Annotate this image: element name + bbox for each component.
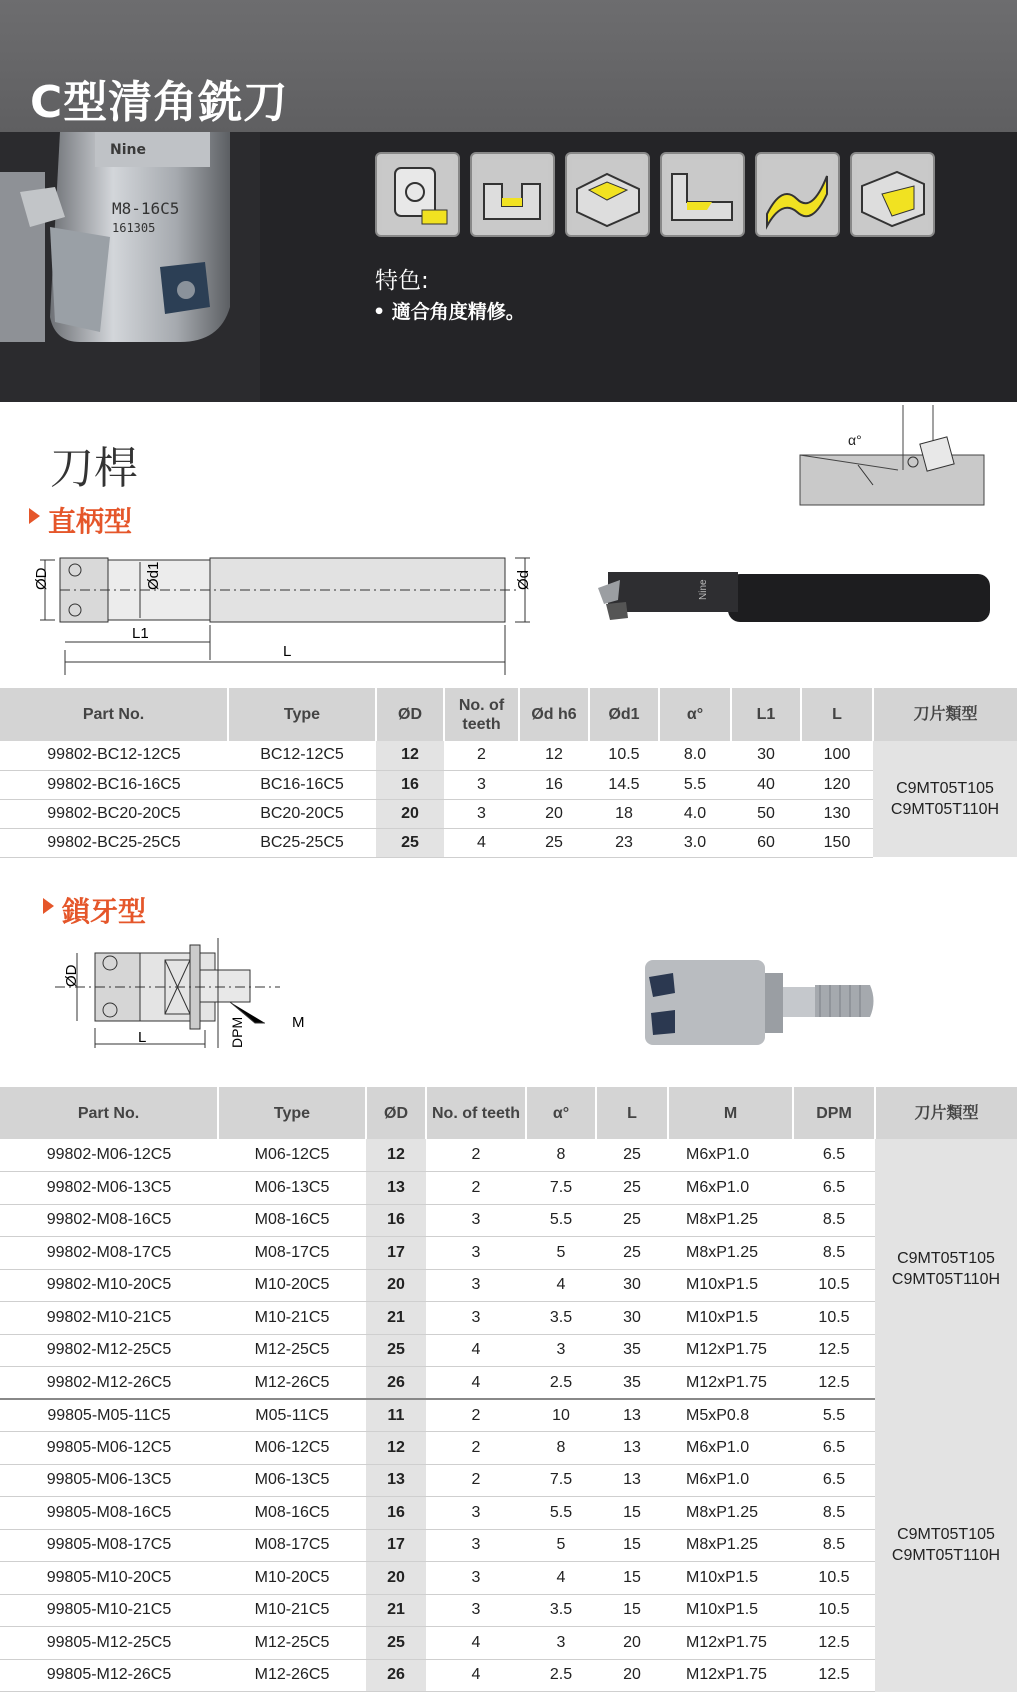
table-cell: 3.5: [526, 1302, 596, 1335]
table-cell: 20: [376, 799, 444, 828]
table-cell: 99802-BC20-20C5: [0, 799, 228, 828]
table-cell: 21: [366, 1302, 426, 1335]
table-cell: M10-20C5: [218, 1269, 366, 1302]
table-cell: 3.0: [659, 828, 731, 857]
table-cell: BC25-25C5: [228, 828, 376, 857]
table-cell: M6xP1.0: [668, 1139, 793, 1172]
table-row: [0, 1497, 1017, 1530]
table-cell: 20: [596, 1659, 668, 1692]
table-cell: 10: [526, 1399, 596, 1432]
cutter-photo: [0, 132, 260, 402]
table-cell: BC12-12C5: [228, 741, 376, 770]
table-cell: 25: [366, 1334, 426, 1367]
table-cell: 99802-BC25-25C5: [0, 828, 228, 857]
table-cell: 25: [596, 1204, 668, 1237]
table-cell: 13: [596, 1399, 668, 1432]
table-cell: 10.5: [793, 1594, 875, 1627]
angle-diagram: [798, 400, 988, 510]
table-cell: 99805-M08-17C5: [0, 1529, 218, 1562]
table-row: [0, 1139, 1017, 1172]
table-cell: M8xP1.25: [668, 1237, 793, 1270]
insert-type-2: C9MT05T110H: [891, 1547, 1001, 1565]
table-cell: M06-12C5: [218, 1139, 366, 1172]
col-header: Ød1: [589, 688, 659, 741]
table-cell: 2: [426, 1432, 526, 1465]
table-cell: 3: [426, 1497, 526, 1530]
table-cell: 2: [426, 1464, 526, 1497]
table-cell: 12.5: [793, 1334, 875, 1367]
table-cell: 17: [366, 1529, 426, 1562]
insert-type-cell: [875, 1399, 1017, 1692]
table-cell: M08-17C5: [218, 1529, 366, 1562]
table-cell: 11: [366, 1399, 426, 1432]
slot-milling-icon: [470, 152, 555, 237]
table-cell: 20: [519, 799, 589, 828]
table-row: [0, 1399, 1017, 1432]
table-cell: M10-21C5: [218, 1302, 366, 1335]
table-row: [0, 1594, 1017, 1627]
table-cell: 25: [596, 1172, 668, 1205]
table-cell: M10-20C5: [218, 1562, 366, 1595]
table-cell: M12-25C5: [218, 1334, 366, 1367]
svg-text:L1: L1: [132, 625, 149, 642]
table-header-row: [0, 688, 1017, 741]
table-cell: 3: [426, 1269, 526, 1302]
insert-type-cell: [873, 741, 1017, 857]
insert-type-2: C9MT05T110H: [890, 801, 1000, 818]
table-cell: M12xP1.75: [668, 1659, 793, 1692]
features-label: 特色:: [375, 268, 429, 294]
table-cell: M05-11C5: [218, 1399, 366, 1432]
table-cell: 3: [426, 1237, 526, 1270]
table-cell: 150: [801, 828, 873, 857]
table-row: [0, 1237, 1017, 1270]
table-cell: 18: [589, 799, 659, 828]
svg-text:L: L: [138, 1029, 147, 1046]
table-cell: 3: [426, 1562, 526, 1595]
table-cell: M06-13C5: [218, 1464, 366, 1497]
svg-text:Nine: Nine: [698, 579, 709, 600]
table-cell: M12xP1.75: [668, 1334, 793, 1367]
col-header: L: [801, 688, 873, 741]
table-cell: 3: [526, 1627, 596, 1660]
table-cell: 10.5: [793, 1269, 875, 1302]
table-row: [0, 1172, 1017, 1205]
table-row: [0, 770, 1017, 799]
table-cell: 3: [426, 1594, 526, 1627]
table-row: [0, 1302, 1017, 1335]
table-cell: 99805-M12-25C5: [0, 1627, 218, 1660]
table-cell: 50: [731, 799, 801, 828]
svg-text:Ød: Ød: [515, 569, 532, 590]
col-header: L: [596, 1087, 668, 1139]
svg-text:ØD: ØD: [63, 964, 80, 987]
table-header-row: [0, 1087, 1017, 1139]
table-cell: 99802-M10-21C5: [0, 1302, 218, 1335]
insert-type-2: C9MT05T110H: [891, 1271, 1001, 1288]
straight-subtitle: 直柄型: [48, 505, 133, 538]
insert-type-1: C9MT05T105: [896, 780, 994, 797]
svg-text:M: M: [292, 1014, 305, 1031]
table-cell: 5: [526, 1529, 596, 1562]
table-cell: M12xP1.75: [668, 1367, 793, 1400]
table-cell: 40: [731, 770, 801, 799]
table-cell: 16: [519, 770, 589, 799]
svg-text:DPM: DPM: [229, 1016, 245, 1048]
table-cell: 99805-M10-21C5: [0, 1594, 218, 1627]
col-header: Type: [218, 1087, 366, 1139]
table-cell: 100: [801, 741, 873, 770]
table-cell: 2: [426, 1172, 526, 1205]
table-cell: 6.5: [793, 1432, 875, 1465]
table-cell: 3.5: [526, 1594, 596, 1627]
table-cell: 12.5: [793, 1367, 875, 1400]
table-cell: 20: [366, 1269, 426, 1302]
shoulder-milling-icon: [375, 152, 460, 237]
table-cell: 99802-BC16-16C5: [0, 770, 228, 799]
col-header: DPM: [793, 1087, 875, 1139]
table-cell: 25: [596, 1237, 668, 1270]
table-row: [0, 799, 1017, 828]
table-cell: 4: [426, 1334, 526, 1367]
table-cell: 16: [376, 770, 444, 799]
table-cell: 99805-M10-20C5: [0, 1562, 218, 1595]
svg-text:161305: 161305: [112, 221, 156, 235]
table-cell: M12-25C5: [218, 1627, 366, 1660]
table-cell: M08-17C5: [218, 1237, 366, 1270]
table-cell: 99802-M12-25C5: [0, 1334, 218, 1367]
table-cell: 12: [366, 1432, 426, 1465]
table-cell: 130: [801, 799, 873, 828]
table-cell: 15: [596, 1497, 668, 1530]
table-row: [0, 1562, 1017, 1595]
table-cell: 14.5: [589, 770, 659, 799]
table-cell: 2.5: [526, 1659, 596, 1692]
table-cell: 12.5: [793, 1627, 875, 1660]
table-cell: 13: [366, 1172, 426, 1205]
col-header: L1: [731, 688, 801, 741]
table-cell: 6.5: [793, 1464, 875, 1497]
table-row: [0, 1529, 1017, 1562]
table-cell: 16: [366, 1497, 426, 1530]
col-header: 刀片類型: [875, 1087, 1017, 1139]
table-cell: 99805-M06-12C5: [0, 1432, 218, 1465]
table-cell: 99805-M12-26C5: [0, 1659, 218, 1692]
threaded-shank-diagram: [55, 938, 355, 1068]
table-cell: M6xP1.0: [668, 1464, 793, 1497]
table-cell: 8.5: [793, 1204, 875, 1237]
svg-text:L: L: [283, 643, 292, 660]
table-cell: 4.0: [659, 799, 731, 828]
table-row: [0, 1367, 1017, 1400]
straight-marker: [29, 508, 40, 524]
table-cell: 13: [596, 1432, 668, 1465]
col-header: α°: [659, 688, 731, 741]
table-row: [0, 1334, 1017, 1367]
table-cell: 26: [366, 1367, 426, 1400]
col-header: No. of teeth: [426, 1087, 526, 1139]
table-cell: 99802-M12-26C5: [0, 1367, 218, 1400]
table-cell: 35: [596, 1334, 668, 1367]
table-cell: 3: [426, 1204, 526, 1237]
table-cell: 3: [444, 799, 519, 828]
table-cell: 3: [526, 1334, 596, 1367]
insert-type-cell: [875, 1139, 1017, 1399]
straight-shank-table: [0, 688, 1017, 858]
table-cell: 12: [519, 741, 589, 770]
table-cell: 4: [526, 1562, 596, 1595]
table-row: [0, 1269, 1017, 1302]
table-cell: M08-16C5: [218, 1497, 366, 1530]
table-cell: M8xP1.25: [668, 1529, 793, 1562]
table-cell: M5xP0.8: [668, 1399, 793, 1432]
table-cell: 99805-M08-16C5: [0, 1497, 218, 1530]
table-cell: 35: [596, 1367, 668, 1400]
table-cell: 10.5: [793, 1302, 875, 1335]
threaded-shank-photo: [645, 955, 885, 1055]
table-cell: 20: [596, 1627, 668, 1660]
col-header: No. of teeth: [444, 688, 519, 741]
table-cell: 99802-BC12-12C5: [0, 741, 228, 770]
table-row: [0, 1204, 1017, 1237]
table-cell: 15: [596, 1594, 668, 1627]
col-header: ØD: [366, 1087, 426, 1139]
svg-text:ØD: ØD: [33, 567, 50, 590]
table-cell: 30: [731, 741, 801, 770]
table-cell: 25: [366, 1627, 426, 1660]
table-row: [0, 1627, 1017, 1660]
table-cell: 15: [596, 1529, 668, 1562]
table-cell: 21: [366, 1594, 426, 1627]
table-cell: 15: [596, 1562, 668, 1595]
svg-text:Nine: Nine: [110, 142, 146, 158]
table-cell: 3: [426, 1302, 526, 1335]
table-cell: 99805-M05-11C5: [0, 1399, 218, 1432]
ramp-milling-icon: [850, 152, 935, 237]
table-cell: BC16-16C5: [228, 770, 376, 799]
table-cell: 99802-M08-16C5: [0, 1204, 218, 1237]
table-cell: 13: [366, 1464, 426, 1497]
col-header: Ød h6: [519, 688, 589, 741]
features-item: • 適合角度精修。: [373, 301, 525, 323]
table-cell: 23: [589, 828, 659, 857]
table-cell: 5.5: [793, 1399, 875, 1432]
table-row: [0, 1432, 1017, 1465]
table-cell: 99802-M06-12C5: [0, 1139, 218, 1172]
table-cell: M8xP1.25: [668, 1497, 793, 1530]
table-cell: 30: [596, 1302, 668, 1335]
table-cell: 13: [596, 1464, 668, 1497]
table-cell: 8.0: [659, 741, 731, 770]
table-cell: 2: [426, 1139, 526, 1172]
table-cell: M12xP1.75: [668, 1627, 793, 1660]
table-cell: 10.5: [589, 741, 659, 770]
svg-text:M8-16C5: M8-16C5: [112, 199, 180, 218]
table-cell: 25: [596, 1139, 668, 1172]
col-header: ØD: [376, 688, 444, 741]
table-cell: 12.5: [793, 1659, 875, 1692]
table-cell: M10xP1.5: [668, 1269, 793, 1302]
table-cell: M08-16C5: [218, 1204, 366, 1237]
table-cell: BC20-20C5: [228, 799, 376, 828]
table-row: [0, 741, 1017, 770]
table-cell: 4: [444, 828, 519, 857]
table-cell: 5.5: [526, 1497, 596, 1530]
table-cell: 3: [444, 770, 519, 799]
table-cell: 99802-M10-20C5: [0, 1269, 218, 1302]
table-cell: M6xP1.0: [668, 1172, 793, 1205]
col-header: M: [668, 1087, 793, 1139]
table-cell: 2.5: [526, 1367, 596, 1400]
table-cell: M06-12C5: [218, 1432, 366, 1465]
table-cell: 17: [366, 1237, 426, 1270]
table-cell: 8: [526, 1139, 596, 1172]
table-cell: 2: [426, 1399, 526, 1432]
pocket-milling-icon: [565, 152, 650, 237]
table-cell: 30: [596, 1269, 668, 1302]
threaded-marker: [43, 898, 54, 914]
col-header: Part No.: [0, 688, 228, 741]
table-cell: 60: [731, 828, 801, 857]
table-cell: 25: [376, 828, 444, 857]
table-cell: 120: [801, 770, 873, 799]
table-cell: 8: [526, 1432, 596, 1465]
table-cell: M06-13C5: [218, 1172, 366, 1205]
table-cell: 20: [366, 1562, 426, 1595]
insert-type-1: C9MT05T105: [897, 1250, 995, 1267]
table-cell: 99802-M08-17C5: [0, 1237, 218, 1270]
table-cell: 7.5: [526, 1172, 596, 1205]
table-cell: 4: [526, 1269, 596, 1302]
table-cell: 6.5: [793, 1172, 875, 1205]
table-cell: M12-26C5: [218, 1659, 366, 1692]
table-cell: 5: [526, 1237, 596, 1270]
table-cell: 12: [366, 1139, 426, 1172]
page-title: C型清角銑刀: [30, 77, 289, 128]
table-cell: 4: [426, 1367, 526, 1400]
table-cell: 12: [376, 741, 444, 770]
table-cell: 8.5: [793, 1529, 875, 1562]
table-cell: 10.5: [793, 1562, 875, 1595]
table-cell: M10-21C5: [218, 1594, 366, 1627]
table-cell: M12-26C5: [218, 1367, 366, 1400]
table-row: [0, 1464, 1017, 1497]
table-cell: 6.5: [793, 1139, 875, 1172]
table-row: [0, 1659, 1017, 1692]
section-title: 刀桿: [50, 443, 138, 494]
step-milling-icon: [660, 152, 745, 237]
page-header: [0, 0, 1017, 132]
table-cell: 99805-M06-13C5: [0, 1464, 218, 1497]
col-header: Type: [228, 688, 376, 741]
table-row: [0, 828, 1017, 857]
table-cell: 99802-M06-13C5: [0, 1172, 218, 1205]
table-cell: M10xP1.5: [668, 1302, 793, 1335]
contour-milling-icon: [755, 152, 840, 237]
table-cell: 7.5: [526, 1464, 596, 1497]
col-header: 刀片類型: [873, 688, 1017, 741]
table-cell: M10xP1.5: [668, 1594, 793, 1627]
table-cell: 4: [426, 1659, 526, 1692]
hero-banner: [0, 132, 1017, 402]
table-cell: M10xP1.5: [668, 1562, 793, 1595]
table-cell: 4: [426, 1627, 526, 1660]
table-cell: 26: [366, 1659, 426, 1692]
col-header: α°: [526, 1087, 596, 1139]
table-cell: 25: [519, 828, 589, 857]
table-cell: 8.5: [793, 1237, 875, 1270]
table-cell: 2: [444, 741, 519, 770]
table-cell: 5.5: [659, 770, 731, 799]
threaded-shank-table: [0, 1087, 1017, 1692]
svg-text:α°: α°: [848, 432, 862, 448]
straight-shank-photo: [598, 560, 998, 630]
threaded-subtitle: 鎖牙型: [62, 895, 147, 928]
col-header: Part No.: [0, 1087, 218, 1139]
table-cell: M6xP1.0: [668, 1432, 793, 1465]
table-cell: 8.5: [793, 1497, 875, 1530]
svg-text:Ød1: Ød1: [145, 561, 162, 590]
table-cell: M8xP1.25: [668, 1204, 793, 1237]
table-cell: 3: [426, 1529, 526, 1562]
table-cell: 5.5: [526, 1204, 596, 1237]
table-cell: 16: [366, 1204, 426, 1237]
insert-type-1: C9MT05T105: [897, 1526, 995, 1544]
